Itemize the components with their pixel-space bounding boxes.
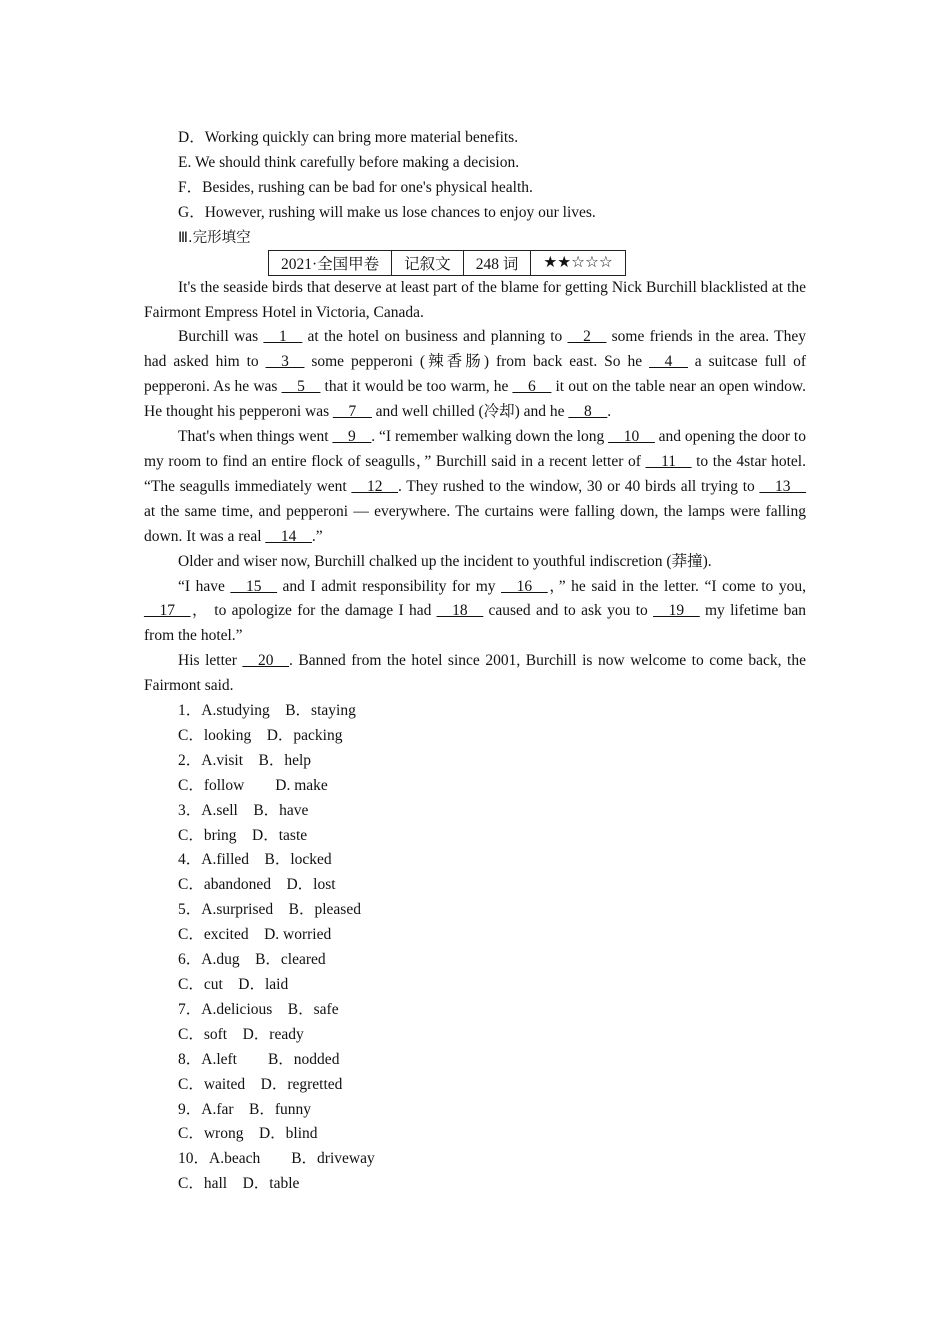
blank: __9__ xyxy=(332,428,372,446)
genre-cell: 记叙文 xyxy=(392,250,464,275)
option-line: 1．A.studying B．staying xyxy=(178,702,356,720)
option-line: C．excited D. worried xyxy=(178,926,332,944)
option-line: 9．A.far B．funny xyxy=(178,1100,312,1118)
option-line: C．wrong D．blind xyxy=(178,1125,318,1143)
blank: __6__ xyxy=(512,378,552,396)
source-info-table xyxy=(268,250,626,276)
blank: __12__ xyxy=(351,477,398,495)
option-line: 4．A.filled B．locked xyxy=(178,851,332,869)
source-cell: 2021·全国甲卷 xyxy=(269,250,392,275)
option-line: G．However, rushing will make us lose chances to enjoy our lives. xyxy=(178,203,596,221)
blank: __3__ xyxy=(265,353,305,371)
option-line: C．soft D．ready xyxy=(178,1025,304,1043)
blank: __14__ xyxy=(265,527,312,545)
paragraph-3: That's when things went __9__. “I remember walking down the long __10__ and opening the door to my room to find an entire flock of seagulls，” Burchill said in a recent letter of __11__ to the 4star hotel. “The seagulls immediately went __12__. They rushed to the window, 30 or 40 birds all trying to __13__ at the same time, and pepperoni — everywhere. The curtains were falling down, the lamps were falling down. It was a real __14__.” xyxy=(144,428,806,545)
paragraph-5: “I have __15__ and I admit responsibility for my __16__，” he said in the letter. “I come to you, __17__， to apologize for the damage I had __18__ caused and to ask you to __19__ my lifetime ban from the hotel.” xyxy=(144,577,807,645)
blank: __7__ xyxy=(332,403,372,421)
blank: __17__ xyxy=(144,602,191,620)
blank: __1__ xyxy=(263,328,303,346)
option-line: C．waited D．regretted xyxy=(178,1075,343,1093)
section-title: Ⅲ.完形填空 xyxy=(178,229,251,246)
option-line: 3．A.sell B．have xyxy=(178,801,309,819)
blank: __2__ xyxy=(567,328,607,346)
paragraph-4: Older and wiser now, Burchill chalked up the incident to youthful indiscretion (莽撞). xyxy=(178,552,712,570)
difficulty-cell: ★★☆☆☆ xyxy=(531,250,625,275)
page xyxy=(144,126,806,1197)
option-line: 6．A.dug B．cleared xyxy=(178,951,326,969)
option-line: 7．A.delicious B．safe xyxy=(178,1000,339,1018)
blank: __20__ xyxy=(242,652,289,670)
option-line: C．follow D. make xyxy=(178,776,328,794)
paragraph-1: It's the seaside birds that deserve at least part of the blame for getting Nick Burchill blacklisted at the Fairmont Empress Hotel in Victoria, Canada. xyxy=(144,278,806,321)
blank: __16__ xyxy=(501,577,548,595)
blank: __5__ xyxy=(281,378,321,396)
paragraph-6: His letter __20__. Banned from the hotel since 2001, Burchill is now welcome to come back, the Fairmont said. xyxy=(144,652,806,695)
option-line: F．Besides, rushing can be bad for one's physical health. xyxy=(178,178,533,196)
option-line: E. We should think carefully before making a decision. xyxy=(178,153,520,171)
option-line: C．hall D．table xyxy=(178,1175,300,1193)
blank: __13__ xyxy=(759,477,806,495)
option-line: C．looking D．packing xyxy=(178,726,343,744)
blank: __11__ xyxy=(645,452,692,470)
blank: __8__ xyxy=(568,403,608,421)
option-line: D．Working quickly can bring more material benefits. xyxy=(178,129,519,146)
option-line: C．abandoned D．lost xyxy=(178,876,336,894)
option-line: 8．A.left B．nodded xyxy=(178,1050,340,1068)
section-heading xyxy=(144,226,806,250)
blank: __19__ xyxy=(653,602,700,620)
option-line: C．bring D．taste xyxy=(178,826,308,844)
blank: __15__ xyxy=(230,577,277,595)
option-line: C．cut D．laid xyxy=(178,976,289,993)
blank: __18__ xyxy=(436,602,484,620)
blank: __4__ xyxy=(649,353,688,371)
answer-options xyxy=(144,699,806,1197)
paragraph-2: Burchill was __1__ at the hotel on business and planning to __2__ some friends in the area. They had asked him to __3__ some pepperoni (辣香肠) from back east. So he __4__ a suitcase full of pepperoni. As he was __5__ that it would be too warm, he __6__ it out on the table near an open window. He thought his pepperoni was __7__ and well chilled (冷却) and he __8__. xyxy=(144,328,807,421)
word-count-cell: 248 词 xyxy=(463,250,531,275)
blank: __10__ xyxy=(608,428,655,446)
previous-options xyxy=(144,126,806,226)
passage xyxy=(144,276,806,699)
option-line: 5．A.surprised B．pleased xyxy=(178,901,361,919)
option-line: 10．A.beach B．driveway xyxy=(178,1150,375,1168)
option-line: 2．A.visit B．help xyxy=(178,751,312,769)
